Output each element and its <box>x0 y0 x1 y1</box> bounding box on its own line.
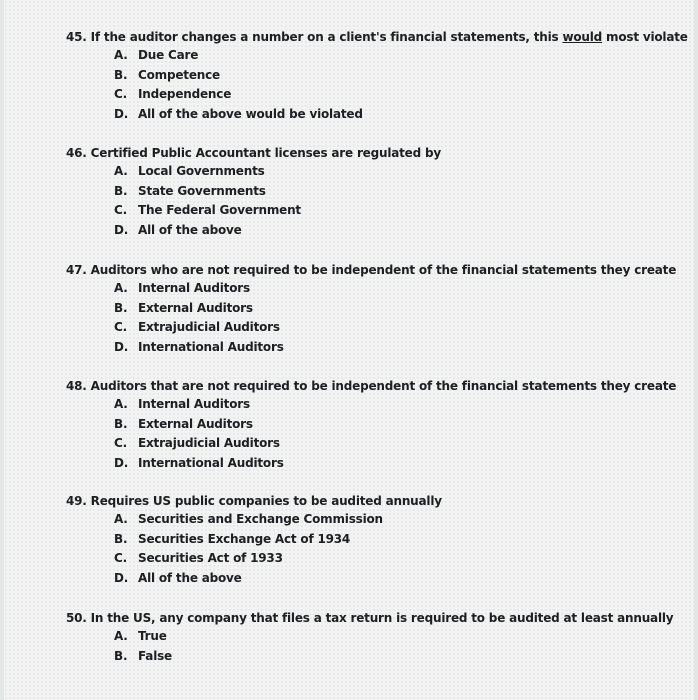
option-b: B. Competence <box>114 67 220 82</box>
option-b: B. False <box>114 648 172 663</box>
option-c: C. Independence <box>114 87 232 101</box>
option-d: D. International Auditors <box>114 455 284 470</box>
question-stem: 50. In the US, any company that files a tax return is required to be audited at least annually <box>66 611 674 625</box>
emphasis-word: would <box>562 30 603 44</box>
option-a: A. Due Care <box>114 48 199 62</box>
option-b: B. External Auditors <box>114 300 253 315</box>
option-c: C. The Federal Government <box>114 203 301 217</box>
exam-page <box>4 0 694 700</box>
option-d: D. International Auditors <box>114 339 284 354</box>
option-c: C. Extrajudicial Auditors <box>114 320 280 334</box>
question-48 <box>66 378 676 473</box>
question-45 <box>66 29 688 124</box>
question-stem: 45. If the auditor changes a number on a client's financial statements, this would most violate <box>66 30 688 44</box>
option-a: A. Local Governments <box>114 164 265 178</box>
question-stem: 48. Auditors that are not required to be independent of the financial statements they create <box>66 379 677 393</box>
question-stem: 46. Certified Public Accountant licenses are regulated by <box>66 146 441 160</box>
option-a: A. Securities and Exchange Commission <box>114 512 383 526</box>
question-49 <box>66 493 442 588</box>
option-a: A. Internal Auditors <box>114 281 250 295</box>
question-stem: 47. Auditors who are not required to be independent of the financial statements they create <box>66 263 677 277</box>
question-47 <box>66 262 676 357</box>
option-d: D. All of the above <box>114 222 242 237</box>
option-c: C. Extrajudicial Auditors <box>114 436 280 450</box>
question-46 <box>66 145 441 240</box>
option-c: C. Securities Act of 1933 <box>114 551 283 565</box>
option-b: B. State Governments <box>114 183 266 198</box>
question-50 <box>66 610 673 666</box>
option-a: A. Internal Auditors <box>114 397 250 411</box>
question-stem: 49. Requires US public companies to be audited annually <box>66 494 442 508</box>
option-b: B. Securities Exchange Act of 1934 <box>114 531 351 546</box>
option-b: B. External Auditors <box>114 416 253 431</box>
option-a: A. True <box>114 629 167 643</box>
option-d: D. All of the above <box>114 570 242 585</box>
option-d: D. All of the above would be violated <box>114 106 363 121</box>
